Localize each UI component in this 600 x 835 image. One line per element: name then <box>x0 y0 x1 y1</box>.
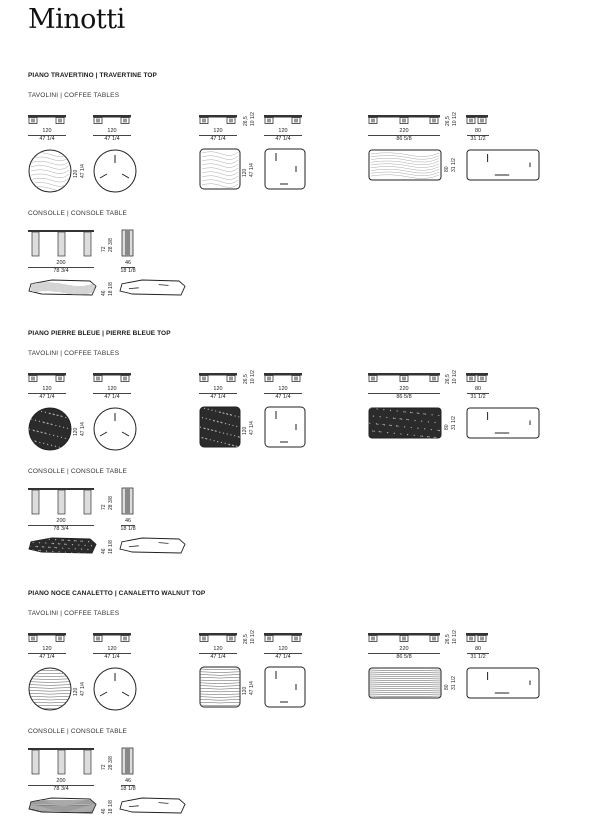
dim-rect-height-cm: 26,5 <box>445 374 451 384</box>
dim-square-height-in: 10 1/2 <box>250 112 256 126</box>
console-side-elevation <box>121 488 135 516</box>
dim-square-depth-in: 47 1/4 <box>249 681 255 695</box>
section-title: PIANO NOCE CANALETTO | CANALETTO WALNUT TOP <box>28 590 206 597</box>
dim-rect-width-cm: 220 <box>399 386 409 392</box>
dim-rect-height-in: 10 1/2 <box>452 630 458 644</box>
dim-rect-depth-in: 31 1/2 <box>451 676 457 690</box>
dim-rect-width-in: 86 5/8 <box>396 654 412 660</box>
dim-rect-width-in: 86 5/8 <box>396 394 412 400</box>
rect-side-elevation <box>466 633 488 643</box>
dim-square-1-in: 47 1/4 <box>210 654 226 660</box>
dim-round-2-in: 47 1/4 <box>104 136 120 142</box>
dim-rect-depth-side-in: 31 1/2 <box>470 654 486 660</box>
brand-logo: Minotti <box>28 4 125 35</box>
rect-top-plan <box>466 667 540 699</box>
dim-round-depth-in: 47 1/4 <box>80 422 86 436</box>
dim-rect-height-in: 10 1/2 <box>452 112 458 126</box>
dim-console-width-in: 78 3/4 <box>53 526 69 532</box>
dim-square-depth-in: 47 1/4 <box>249 163 255 177</box>
dim-console-plan-depth-cm: 46 <box>101 808 107 814</box>
dim-square-depth-cm: 120 <box>242 686 248 695</box>
dim-rect-depth-side-cm: 80 <box>474 646 482 652</box>
round-elevation-2 <box>93 115 131 125</box>
rect-elevation <box>368 373 440 383</box>
dim-round-depth-in: 47 1/4 <box>80 164 86 178</box>
dim-square-1-cm: 120 <box>213 646 223 652</box>
dim-square-1-cm: 120 <box>213 386 223 392</box>
console-table-label: CONSOLLE | CONSOLE TABLE <box>28 468 128 475</box>
dim-round-2-in: 47 1/4 <box>104 394 120 400</box>
square-top-plan <box>264 148 306 190</box>
round-top-plan <box>93 667 137 711</box>
console-top-textured <box>28 797 98 815</box>
rect-elevation <box>368 633 440 643</box>
round-top-plan <box>93 407 137 451</box>
square-top-plan <box>264 666 306 708</box>
dim-rect-height-cm: 26,5 <box>445 634 451 644</box>
round-top-textured <box>28 667 72 711</box>
square-top-textured <box>199 666 241 708</box>
square-elevation-1 <box>199 373 237 383</box>
dim-console-plan-depth-in: 18 1/8 <box>108 800 114 814</box>
dim-rect-depth-side-cm: 80 <box>474 128 482 134</box>
dim-console-depth-cm: 46 <box>124 518 132 524</box>
section-travertine <box>0 0 600 296</box>
dim-console-height-in: 28 3/8 <box>108 238 114 252</box>
dim-console-plan-depth-cm: 46 <box>101 290 107 296</box>
coffee-tables-label: TAVOLINI | COFFEE TABLES <box>28 610 120 617</box>
rect-side-elevation <box>466 373 488 383</box>
square-top-textured <box>199 148 241 190</box>
dim-round-1-in: 47 1/4 <box>39 394 55 400</box>
square-top-plan <box>264 406 306 448</box>
round-top-textured <box>28 149 72 193</box>
dim-square-height-in: 10 1/2 <box>250 370 256 384</box>
console-elevation <box>28 488 98 516</box>
dim-rect-width-in: 86 5/8 <box>396 136 412 142</box>
dim-square-height-cm: 26,5 <box>243 374 249 384</box>
dim-rect-width-cm: 220 <box>399 128 409 134</box>
rect-top-textured <box>368 149 442 181</box>
dim-console-depth-in: 18 1/8 <box>120 268 136 274</box>
square-elevation-2 <box>264 373 302 383</box>
rect-top-textured <box>368 667 442 699</box>
dim-console-width-in: 78 3/4 <box>53 268 69 274</box>
dim-square-2-cm: 120 <box>278 386 288 392</box>
console-elevation <box>28 748 98 776</box>
console-elevation <box>28 230 98 258</box>
round-elevation-1 <box>28 633 66 643</box>
dim-square-depth-cm: 120 <box>242 168 248 177</box>
dim-rect-depth-cm: 80 <box>444 684 450 690</box>
dim-console-width-cm: 200 <box>56 778 66 784</box>
square-top-textured <box>199 406 241 448</box>
dim-round-1-in: 47 1/4 <box>39 654 55 660</box>
dim-round-2-in: 47 1/4 <box>104 654 120 660</box>
dim-console-width-in: 78 3/4 <box>53 786 69 792</box>
console-top-plan <box>119 797 187 815</box>
dim-console-width-cm: 200 <box>56 260 66 266</box>
dim-console-plan-depth-in: 18 1/8 <box>108 282 114 296</box>
square-elevation-1 <box>199 115 237 125</box>
dim-console-depth-cm: 46 <box>124 260 132 266</box>
dim-console-plan-depth-cm: 46 <box>101 548 107 554</box>
dim-console-width-cm: 200 <box>56 518 66 524</box>
section-title: PIANO PIERRE BLEUE | PIERRE BLEUE TOP <box>28 330 171 337</box>
dim-rect-height-in: 10 1/2 <box>452 370 458 384</box>
dim-round-depth-in: 47 1/4 <box>80 682 86 696</box>
dim-console-height-cm: 72 <box>101 504 107 510</box>
console-table-label: CONSOLLE | CONSOLE TABLE <box>28 728 128 735</box>
console-table-label: CONSOLLE | CONSOLE TABLE <box>28 210 128 217</box>
dim-square-1-in: 47 1/4 <box>210 136 226 142</box>
round-top-plan <box>93 149 137 193</box>
rect-top-plan <box>466 149 540 181</box>
round-top-textured <box>28 407 72 451</box>
dim-round-depth-cm: 120 <box>73 169 79 178</box>
dim-rect-width-cm: 220 <box>399 646 409 652</box>
section-title: PIANO TRAVERTINO | TRAVERTINE TOP <box>28 72 157 79</box>
dim-round-2-cm: 120 <box>107 128 117 134</box>
dim-console-depth-cm: 46 <box>124 778 132 784</box>
dim-square-1-in: 47 1/4 <box>210 394 226 400</box>
dim-round-depth-cm: 120 <box>73 427 79 436</box>
coffee-tables-label: TAVOLINI | COFFEE TABLES <box>28 350 120 357</box>
rect-top-textured <box>368 407 442 439</box>
rect-top-plan <box>466 407 540 439</box>
dim-round-2-cm: 120 <box>107 386 117 392</box>
dim-square-2-in: 47 1/4 <box>275 394 291 400</box>
coffee-tables-label: TAVOLINI | COFFEE TABLES <box>28 92 120 99</box>
dim-square-height-cm: 26,5 <box>243 634 249 644</box>
dim-rect-depth-in: 31 1/2 <box>451 416 457 430</box>
dim-round-2-cm: 120 <box>107 646 117 652</box>
rect-elevation <box>368 115 440 125</box>
dim-square-2-cm: 120 <box>278 646 288 652</box>
dim-rect-depth-in: 31 1/2 <box>451 158 457 172</box>
dim-round-1-in: 47 1/4 <box>39 136 55 142</box>
dim-round-depth-cm: 120 <box>73 687 79 696</box>
dim-console-height-in: 28 3/8 <box>108 756 114 770</box>
round-elevation-1 <box>28 115 66 125</box>
square-elevation-2 <box>264 633 302 643</box>
dim-square-depth-in: 47 1/4 <box>249 421 255 435</box>
dim-console-depth-in: 18 1/8 <box>120 526 136 532</box>
dim-square-2-cm: 120 <box>278 128 288 134</box>
dim-round-1-cm: 120 <box>42 646 52 652</box>
console-side-elevation <box>121 748 135 776</box>
section-walnut <box>0 518 600 814</box>
dim-rect-depth-cm: 80 <box>444 166 450 172</box>
dim-console-height-cm: 72 <box>101 246 107 252</box>
rect-side-elevation <box>466 115 488 125</box>
dim-square-1-cm: 120 <box>213 128 223 134</box>
dim-console-height-in: 28 3/8 <box>108 496 114 510</box>
section-pierre-bleue <box>0 258 600 554</box>
dim-rect-depth-side-in: 31 1/2 <box>470 394 486 400</box>
dim-console-depth-in: 18 1/8 <box>120 786 136 792</box>
dim-square-2-in: 47 1/4 <box>275 136 291 142</box>
dim-console-height-cm: 72 <box>101 764 107 770</box>
square-elevation-1 <box>199 633 237 643</box>
dim-square-height-in: 10 1/2 <box>250 630 256 644</box>
dim-rect-depth-side-cm: 80 <box>474 386 482 392</box>
dim-square-height-cm: 26,5 <box>243 116 249 126</box>
dim-square-depth-cm: 120 <box>242 426 248 435</box>
console-side-elevation <box>121 230 135 258</box>
round-elevation-2 <box>93 633 131 643</box>
round-elevation-1 <box>28 373 66 383</box>
square-elevation-2 <box>264 115 302 125</box>
dim-round-1-cm: 120 <box>42 128 52 134</box>
dim-rect-depth-cm: 80 <box>444 424 450 430</box>
dim-round-1-cm: 120 <box>42 386 52 392</box>
round-elevation-2 <box>93 373 131 383</box>
dim-rect-height-cm: 26,5 <box>445 116 451 126</box>
dim-console-plan-depth-in: 18 1/8 <box>108 540 114 554</box>
dim-square-2-in: 47 1/4 <box>275 654 291 660</box>
dim-rect-depth-side-in: 31 1/2 <box>470 136 486 142</box>
